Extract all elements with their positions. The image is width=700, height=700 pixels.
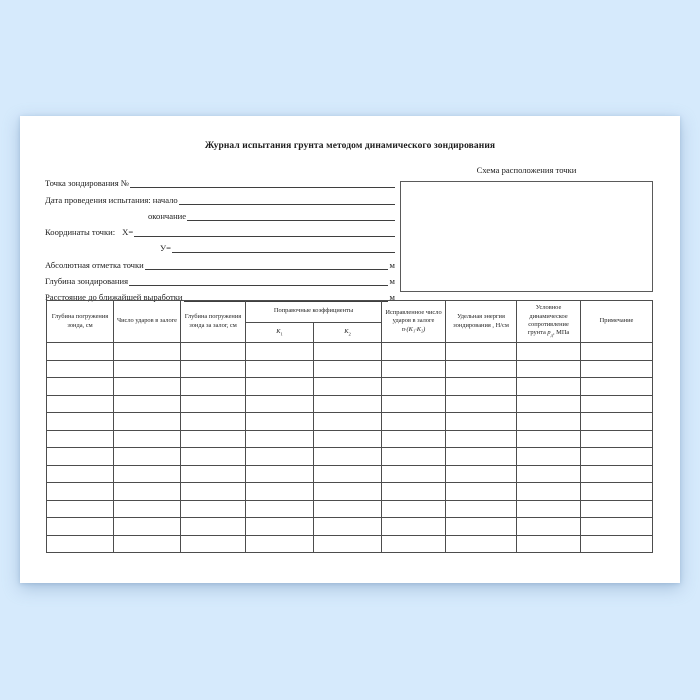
field-coord-y [45, 237, 395, 253]
table-cell [314, 360, 382, 378]
table-cell [446, 395, 517, 413]
header-energy: Удельная энергия зондирования , Н/см [446, 301, 517, 343]
table-cell [382, 360, 446, 378]
table-cell [114, 465, 181, 483]
table-row [47, 343, 653, 361]
table-header [47, 301, 653, 343]
table-cell [581, 518, 653, 536]
table-row [47, 483, 653, 501]
table-cell [517, 378, 581, 396]
table-cell [517, 483, 581, 501]
table-cell [446, 378, 517, 396]
table-row [47, 378, 653, 396]
field-coord-x-blank [134, 221, 395, 237]
table-cell [517, 518, 581, 536]
table-cell [314, 518, 382, 536]
table-cell [314, 448, 382, 466]
table-cell [314, 413, 382, 431]
table-cell [314, 535, 382, 553]
header-resistance-unit: , МПа [552, 329, 570, 337]
table-cell [181, 343, 246, 361]
table-cell [47, 535, 114, 553]
header-correction-group: Поправочные коэффициенты [246, 301, 382, 323]
schema-label: Схема расположения точки [476, 165, 577, 175]
table-cell [181, 535, 246, 553]
header-blows: Число ударов в залоге [114, 301, 181, 343]
table-cell [114, 343, 181, 361]
field-sounding-depth-blank [129, 270, 388, 286]
table-cell [382, 448, 446, 466]
table-cell [114, 518, 181, 536]
table-cell [181, 360, 246, 378]
table-cell [47, 360, 114, 378]
field-date-end-label: окончание [148, 210, 187, 221]
field-coords-label: Координаты точки: [45, 227, 116, 238]
table-cell [382, 343, 446, 361]
table-row [47, 413, 653, 431]
table-row [47, 395, 653, 413]
table-cell [446, 413, 517, 431]
table-cell [47, 413, 114, 431]
table-cell [446, 483, 517, 501]
table-cell [181, 378, 246, 396]
table-cell [382, 378, 446, 396]
field-distance-unit: м [389, 292, 395, 303]
table-cell [581, 343, 653, 361]
table-cell [47, 518, 114, 536]
header-k1-subscript: 1 [280, 331, 283, 337]
page-title: Журнал испытания грунта методом динамического зондирования [204, 141, 496, 151]
header-k1-symbol: К [276, 327, 281, 335]
table-cell [581, 483, 653, 501]
table-cell [246, 343, 314, 361]
table-cell [581, 500, 653, 518]
sounding-table [46, 300, 653, 553]
header-depth: Глубина погружения зонда, см [47, 301, 114, 343]
table-cell [314, 343, 382, 361]
table-cell [446, 448, 517, 466]
table-cell [581, 465, 653, 483]
table-cell [446, 518, 517, 536]
table-cell [382, 535, 446, 553]
field-abs-mark [45, 253, 395, 269]
table-cell [246, 500, 314, 518]
table-cell [314, 465, 382, 483]
table-cell [581, 448, 653, 466]
table-cell [246, 535, 314, 553]
table-cell [181, 465, 246, 483]
field-abs-mark-blank [145, 253, 388, 269]
table-cell [581, 413, 653, 431]
field-sounding-depth-label: Глубина зондирования [45, 276, 129, 287]
table-cell [382, 465, 446, 483]
table-cell [47, 465, 114, 483]
field-coord-x-label: Х= [122, 227, 134, 238]
table-cell [314, 483, 382, 501]
table-cell [114, 500, 181, 518]
table-cell [382, 395, 446, 413]
table-cell [246, 360, 314, 378]
field-abs-mark-label: Абсолютная отметка точки [45, 259, 144, 270]
table-cell [47, 378, 114, 396]
form-fields [45, 172, 395, 302]
table-row [47, 518, 653, 536]
field-coord-x [45, 221, 395, 237]
table-cell [517, 395, 581, 413]
field-coord-y-label: У= [160, 243, 171, 254]
header-resistance-symbol: p [547, 329, 551, 337]
field-coord-y-blank [172, 237, 395, 253]
header-corrected-blows [382, 301, 446, 343]
table-cell [246, 465, 314, 483]
table-cell [114, 378, 181, 396]
field-distance-label: Расстояние до ближайшей выработки [45, 292, 183, 303]
table-cell [314, 378, 382, 396]
table-cell [446, 360, 517, 378]
form-page [20, 116, 680, 583]
table-cell [581, 360, 653, 378]
table-cell [246, 430, 314, 448]
table-row [47, 430, 653, 448]
header-corrected-blows-text: Исправленное число ударов в залоге [385, 309, 442, 325]
table-cell [382, 483, 446, 501]
table-row [47, 360, 653, 378]
field-sounding-depth [45, 270, 395, 286]
table-cell [446, 430, 517, 448]
header-note: Примечание [581, 301, 653, 343]
table-cell [314, 500, 382, 518]
field-date-end [45, 205, 395, 221]
table-cell [47, 483, 114, 501]
table-cell [581, 378, 653, 396]
header-resistance [517, 301, 581, 343]
table-cell [114, 448, 181, 466]
field-abs-mark-unit: м [389, 259, 395, 270]
table-cell [181, 430, 246, 448]
table-cell [382, 518, 446, 536]
table-row [47, 448, 653, 466]
field-date-start [45, 188, 395, 204]
table-cell [382, 430, 446, 448]
table-cell [114, 430, 181, 448]
header-depth-per-set: Глубина погружения зонда за залог, см [181, 301, 246, 343]
table-cell [517, 448, 581, 466]
table-cell [446, 535, 517, 553]
table-cell [246, 395, 314, 413]
table-cell [246, 448, 314, 466]
table-cell [47, 395, 114, 413]
table-cell [517, 343, 581, 361]
table-cell [246, 518, 314, 536]
table-cell [446, 465, 517, 483]
table-cell [581, 430, 653, 448]
table-cell [314, 430, 382, 448]
table-row [47, 465, 653, 483]
table-cell [581, 395, 653, 413]
table-cell [181, 395, 246, 413]
table-cell [446, 500, 517, 518]
field-point-number-blank [130, 172, 395, 188]
table-cell [246, 483, 314, 501]
table-cell [517, 360, 581, 378]
table-body [47, 343, 653, 553]
header-k1 [246, 323, 314, 343]
table-cell [114, 360, 181, 378]
table-cell [114, 413, 181, 431]
header-k2-subscript: 2 [348, 331, 351, 337]
table-cell [114, 395, 181, 413]
table-cell [517, 413, 581, 431]
table-row [47, 500, 653, 518]
table-cell [47, 500, 114, 518]
table-cell [517, 465, 581, 483]
table-cell [47, 448, 114, 466]
table-cell [446, 343, 517, 361]
table-cell [181, 448, 246, 466]
field-date-start-blank [179, 188, 395, 204]
table-cell [314, 395, 382, 413]
table-cell [517, 500, 581, 518]
table-cell [181, 518, 246, 536]
table-cell [382, 500, 446, 518]
header-resistance-subscript: д [550, 332, 553, 338]
field-point-number [45, 172, 395, 188]
header-k2-symbol: К [344, 327, 349, 335]
table-cell [517, 535, 581, 553]
table-cell [246, 378, 314, 396]
field-date-end-blank [187, 205, 395, 221]
table-cell [114, 483, 181, 501]
table-cell [181, 500, 246, 518]
header-k2 [314, 323, 382, 343]
field-point-number-label: Точка зондирования № [45, 178, 130, 189]
table-cell [382, 413, 446, 431]
schema-box [400, 181, 653, 292]
table-cell [47, 343, 114, 361]
table-cell [181, 413, 246, 431]
field-date-start-label: Дата проведения испытания: начало [45, 194, 178, 205]
table-cell [246, 413, 314, 431]
table-cell [181, 483, 246, 501]
header-resistance-text: Условное динамическое сопротивление грунта [527, 304, 569, 337]
table-row [47, 535, 653, 553]
table-cell [114, 535, 181, 553]
header-corrected-blows-formula: n·(К₁·К₂) [401, 325, 426, 333]
table-cell [47, 430, 114, 448]
table-cell [581, 535, 653, 553]
table-cell [517, 430, 581, 448]
field-sounding-depth-unit: м [389, 276, 395, 287]
